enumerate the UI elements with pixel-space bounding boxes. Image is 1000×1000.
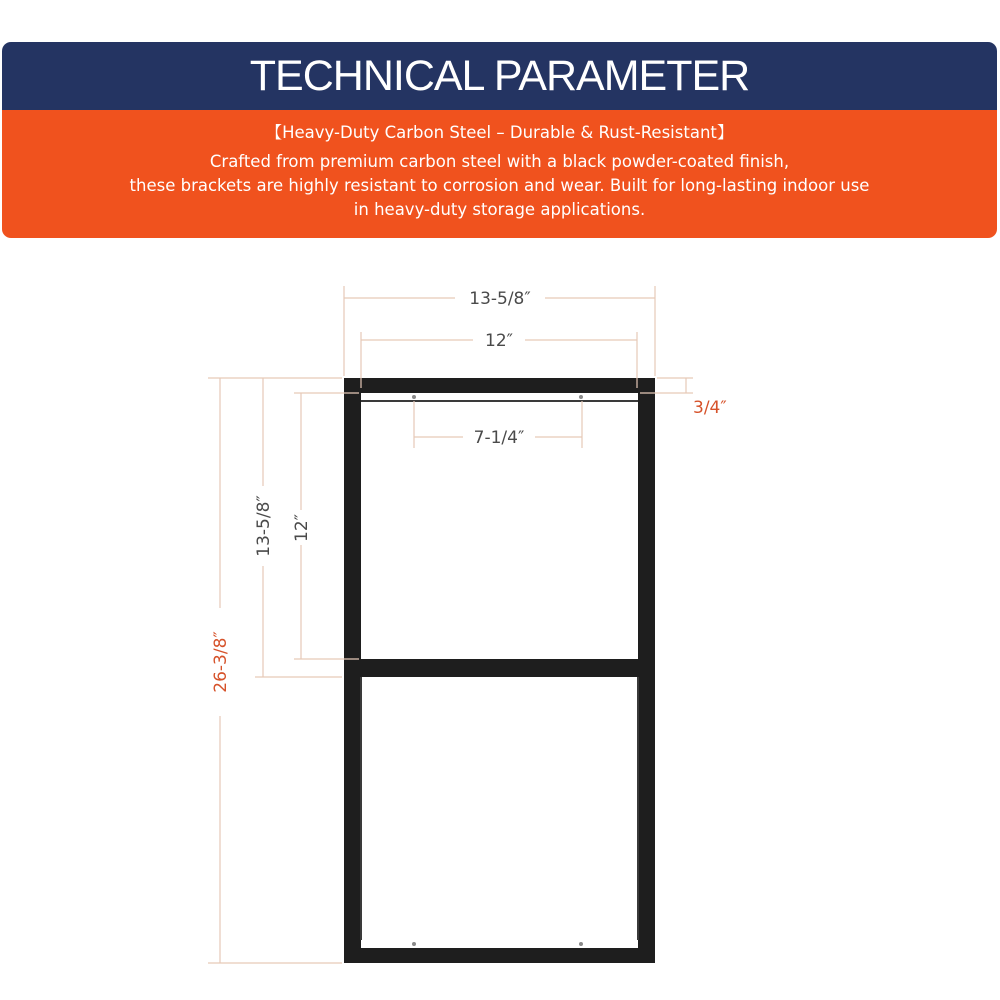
bracket-frame — [344, 378, 655, 963]
mounting-hole — [412, 395, 416, 399]
banner-heading: 【Heavy-Duty Carbon Steel – Durable & Rust-Resistant】 — [265, 123, 734, 142]
banner-title: TECHNICAL PARAMETER — [249, 51, 750, 100]
mounting-hole — [412, 942, 416, 946]
description-line: in heavy-duty storage applications. — [353, 200, 646, 219]
section-inner-height-label: 12″ — [292, 514, 312, 542]
total-height-label: 26-3/8″ — [211, 631, 231, 693]
description-line: Crafted from premium carbon steel with a black powder-coated finish, — [209, 152, 790, 171]
outer-width-label: 13-5/8″ — [469, 289, 531, 309]
mounting-hole — [579, 942, 583, 946]
section-outer-height-label: 13-5/8″ — [254, 495, 274, 557]
tube-thickness-label: 3/4″ — [693, 398, 727, 418]
hole-spacing-label: 7-1/4″ — [473, 428, 525, 448]
frame-body — [344, 378, 655, 963]
description-line: these brackets are highly resistant to corrosion and wear. Built for long-lasting indoor use — [129, 176, 870, 195]
mounting-hole — [579, 395, 583, 399]
inner-width-label: 12″ — [485, 331, 513, 351]
